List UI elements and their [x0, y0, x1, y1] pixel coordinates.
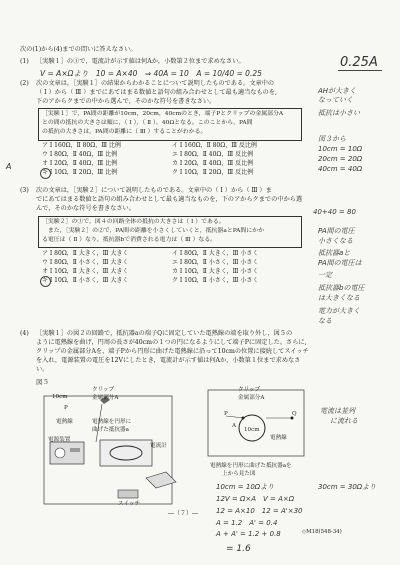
- q4-note-1: 電流は並列: [320, 407, 355, 415]
- top-view-metal: 金属部分A: [238, 395, 265, 401]
- q2-box-line-2: との間の抵抗の大きさは順に，（ Ⅰ ），（ Ⅱ ），40Ωとなる。このことから，PA間: [42, 120, 253, 126]
- q2-line-1: 次の文章は，［実験１］の結果からわかることについて説明したものである。文章中の: [36, 80, 275, 87]
- q4-work-answer: = 1.6: [226, 544, 251, 554]
- page-number: ―（７）―: [168, 510, 199, 517]
- intro-text: 次の(1)から(4)までの問いに答えなさい。: [20, 46, 137, 53]
- q2-line-2: （ Ⅰ ）から（ Ⅲ ）までにあてはまる数値と語句の組み合わせとして最も適当なものを,: [36, 89, 277, 96]
- q2-side-note-6: 20cm = 20Ω: [318, 155, 363, 163]
- top-view-10cm: 10cm: [244, 427, 260, 433]
- q4-work-1: 10cm = 10Ωより: [216, 483, 275, 491]
- q3-line-2: でにあてはまる数値と語句の組み合わせとして最も適当なものを，下のアからクまでの中から選: [36, 196, 303, 203]
- q2-margin-note: A: [6, 162, 12, 171]
- q4-work-2: 30cm = 30Ωより: [318, 483, 377, 491]
- q3-box-line-2: また，［実験２］の②で，PA間の距離を小さくしていくと，抵抗器aとPA間にかか: [42, 228, 264, 234]
- q4-line-4: を入れ，電源装置の電圧を12Vにしたとき，電流計が示す値は何Aか，小数第１位まで求めなさ: [36, 357, 301, 364]
- q2-line-3: 下のアからクまでの中から選んで，そのかな符号を書きなさい。: [36, 98, 216, 105]
- q2-option-e: オ Ⅰ 20Ω，Ⅱ 40Ω，Ⅲ 比例: [42, 160, 118, 167]
- top-view-wire: 電熱線: [270, 435, 287, 441]
- fig5-label-10cm: 10cm: [52, 394, 68, 400]
- top-view-q: Q: [292, 411, 297, 417]
- q3-option-b: イ Ⅰ 80Ω，Ⅱ 大きく，Ⅲ 小さく: [172, 250, 259, 257]
- q3-chosen-circle: [40, 276, 51, 287]
- q3-box-line-3: る電圧は（ Ⅱ ）なり，抵抗器bで消費される電力は（ Ⅲ ）なる。: [42, 237, 217, 243]
- q3-option-f: カ Ⅰ 10Ω，Ⅱ 大きく，Ⅲ 小さく: [172, 268, 259, 275]
- q2-option-d: エ Ⅰ 80Ω，Ⅱ 40Ω，Ⅲ 反比例: [172, 151, 254, 158]
- fig5-label-switch: スイッチ: [118, 501, 141, 507]
- figure-5-apparatus: [36, 386, 192, 514]
- q4-line-1: ［実験１］の図２の回路で，抵抗器aの端子Qに固定していた電熱線の端を取り外し，図５の: [36, 330, 293, 337]
- q2-side-note-1: AHが大きく: [318, 87, 357, 95]
- q3-side-note-5: 一定: [318, 271, 332, 279]
- q3-side-note-7: は大きくなる: [318, 294, 360, 302]
- q4-line-2: ように電熱線を曲げ，円周の長さが40cmの１つの円になるようにして端子Pに固定した。さらに,: [36, 339, 307, 346]
- top-view-caption-1: 電熱線を円形に曲げた抵抗器aを: [210, 463, 292, 469]
- q1-work: V = A×Ωより 10 = A×40 ⇒ 40A = 10 A = 10/40 = 0.25: [40, 69, 262, 78]
- q2-option-c: ウ Ⅰ 80Ω，Ⅱ 40Ω，Ⅲ 比例: [42, 151, 118, 158]
- q4-work-5: A = 1.2 A' = 0.4: [216, 519, 278, 527]
- q2-option-f: カ Ⅰ 20Ω，Ⅱ 40Ω，Ⅲ 反比例: [172, 160, 254, 167]
- top-view-p: P: [224, 411, 228, 417]
- q2-option-g: キ Ⅰ 10Ω，Ⅱ 20Ω，Ⅲ 比例: [42, 169, 118, 176]
- q3-side-note-4: PA間の電圧は: [318, 259, 362, 267]
- q2-box-line-3: の抵抗の大きさは，PA間の距離に（ Ⅲ ）することがわかる。: [42, 129, 207, 135]
- figure-5-title: 図５: [36, 378, 49, 386]
- q3-option-a: ア Ⅰ 80Ω，Ⅱ 大きく，Ⅲ 大きく: [42, 250, 129, 257]
- top-view-caption-2: 上から見た図: [222, 471, 256, 477]
- q3-option-h: ク Ⅰ 10Ω，Ⅱ 小さく，Ⅲ 小さく: [172, 277, 259, 284]
- q2-option-h: ク Ⅰ 10Ω，Ⅱ 20Ω，Ⅲ 反比例: [172, 169, 254, 176]
- fig5-label-p: P: [64, 405, 68, 411]
- exam-code: ◇M18(548-34): [302, 529, 342, 535]
- q3-side-note-8: 電力が大きく: [318, 307, 360, 315]
- fig5-label-bent: 電熱線を円形に: [92, 419, 132, 425]
- fig5-label-bent2: 曲げた抵抗器a: [92, 427, 129, 433]
- q3-number: (3): [20, 187, 29, 194]
- q2-side-note-4: 図３から: [318, 135, 346, 143]
- fig5-label-nichrome: 電熱線: [56, 419, 73, 425]
- q1-number: (1): [20, 58, 29, 65]
- top-view-a: A: [232, 423, 237, 429]
- q3-side-note-1: PA間の電圧: [318, 227, 355, 235]
- q2-side-note-7: 40cm = 40Ω: [318, 165, 363, 173]
- q2-side-note-5: 10cm = 10Ω: [318, 145, 363, 153]
- q3-side-note-9: なる: [318, 317, 332, 325]
- q4-note-2: に流れる: [330, 417, 358, 425]
- fig5-label-clip: クリップ: [92, 387, 115, 393]
- q2-chosen-circle: [40, 168, 51, 179]
- q2-side-note-3: 抵抗は小さい: [318, 109, 360, 117]
- q2-option-b: イ Ⅰ 160Ω，Ⅱ 80Ω，Ⅲ 反比例: [172, 142, 257, 149]
- q3-top-note: 40+40 = 80: [313, 208, 356, 216]
- q3-option-e: オ Ⅰ 10Ω，Ⅱ 大きく，Ⅲ 大きく: [42, 268, 129, 275]
- q1-text: ［実験１］の①で，電流計が示す値は何Aか，小数第２位まで求めなさい。: [36, 58, 245, 65]
- q4-work-3: 12V = Ω×A V = A×Ω: [216, 495, 295, 503]
- q2-side-note-2: なっていく: [318, 96, 353, 104]
- q4-work-6: A + A' = 1.2 + 0.8: [216, 530, 281, 538]
- fig5-label-power: 電源装置: [48, 437, 71, 443]
- q4-number: (4): [20, 330, 29, 337]
- q3-option-d: エ Ⅰ 80Ω，Ⅱ 小さく，Ⅲ 小さく: [172, 259, 259, 266]
- q1-answer: 0.25A: [340, 55, 378, 70]
- q3-line-1: 次の文章は，［実験２］について説明したものである。文章中の（ Ⅰ ）から（ Ⅲ ）ま: [36, 187, 272, 194]
- q3-side-note-2: 小さくなる: [318, 237, 353, 245]
- fig5-label-metal: 金属部分A: [92, 395, 119, 401]
- fig5-label-ammeter: 電流計: [150, 443, 167, 449]
- q4-work-4: 12 = A×10 12 = A'×30: [216, 507, 303, 515]
- q3-box-line-1: ［実験２］の①で，図４の回路全体の抵抗の大きさは（ Ⅰ ）である。: [42, 219, 225, 225]
- q3-option-g: キ Ⅰ 10Ω，Ⅱ 小さく，Ⅲ 大きく: [42, 277, 129, 284]
- q2-option-a: ア Ⅰ 160Ω，Ⅱ 80Ω，Ⅲ 比例: [42, 142, 121, 149]
- q3-side-note-3: 抵抗器aと: [318, 249, 351, 257]
- q4-line-3: クリップの金属部分Aを，端子Pから円形に曲げた電熱線に沿って10cmの位置に接続してスイッチ: [36, 348, 309, 355]
- q3-option-c: ウ Ⅰ 80Ω，Ⅱ 小さく，Ⅲ 大きく: [42, 259, 129, 266]
- q3-side-note-6: 抵抗器bの電圧: [318, 284, 365, 292]
- q1-answer-underline: [338, 70, 382, 71]
- top-view-clip: クリップ: [238, 387, 261, 393]
- q4-line-5: い。: [36, 366, 49, 373]
- q2-box-line-1: ［実験１］で，PA間の距離が10cm，20cm，40cmのとき，端子Pとクリップの金属部分A: [42, 111, 284, 117]
- q3-line-3: んで，そのかな符号を書きなさい。: [36, 205, 135, 212]
- q2-number: (2): [20, 80, 29, 87]
